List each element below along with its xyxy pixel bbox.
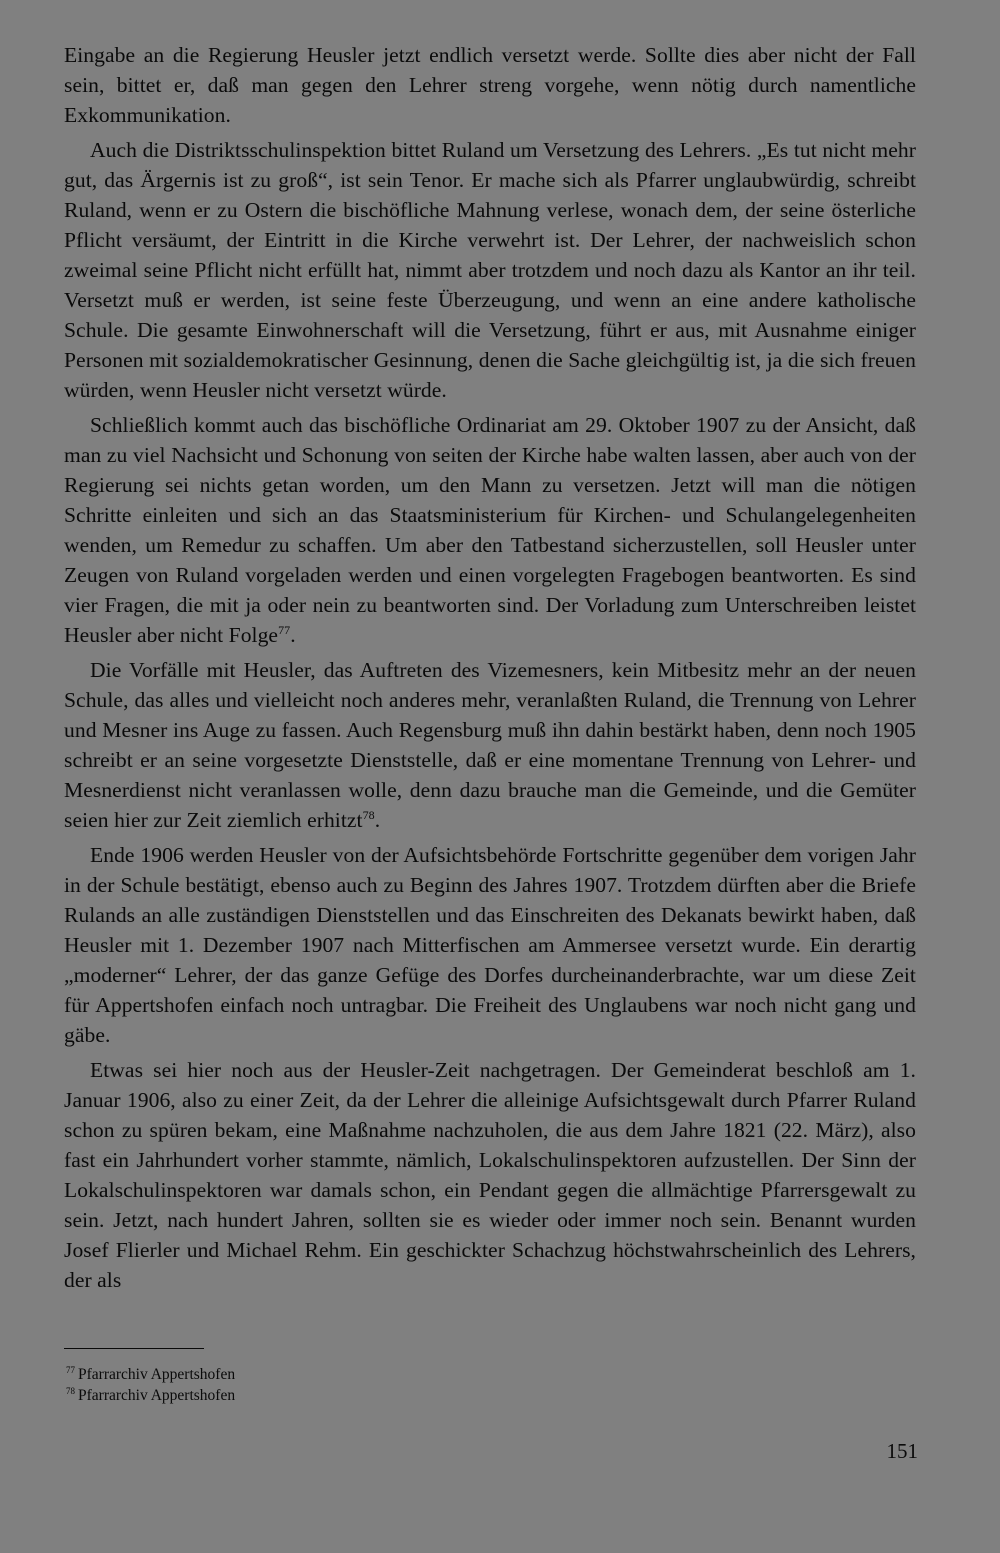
paragraph-3-text: Schließlich kommt auch das bischöfliche Ordinariat am 29. Oktober 1907 zu der Ansicht, daß man zu viel Nachsicht und Schonung von seiten der Kirche habe walten lassen, aber auch von der Regierung sei nichts getan worden, um den Mann zu versetzen. Jetzt will man die nötigen Schritte einleiten und sich an das Staatsministerium für Kirchen- und Schulangelegenheiten wenden, um Remedur zu schaffen. Um aber den Tatbestand sicherzustellen, soll Heusler unter Zeugen von Ruland vorgeladen werden und einen vorgelegten Fragebogen beantworten. Es sind vier Fragen, die mit ja oder nein zu beantworten sind. Der Vorladung zum Unterschreiben leistet Heusler aber nicht Folge xyxy=(64,413,916,647)
paragraph-6 xyxy=(64,1055,916,1295)
footnote-text: Pfarrarchiv Appertshofen xyxy=(78,1387,236,1404)
footnote-number: 77 xyxy=(66,1364,75,1375)
paragraph-4-end: . xyxy=(374,808,381,832)
footnote-divider xyxy=(64,1348,204,1349)
page-number: 151 xyxy=(886,1439,918,1463)
paragraph-1 xyxy=(64,40,916,130)
paragraph-5-text: Ende 1906 werden Heusler von der Aufsichtsbehörde Fortschritte gegenüber dem vorigen Jahr in der Schule bestätigt, ebenso auch zu Beginn des Jahres 1907. Trotzdem dürften aber die Briefe Rulands an alle zuständigen Dienststellen und das Einschreiten des Dekanats bewirkt haben, daß Heusler mit 1. Dezember 1907 nach Mitterfischen am Ammersee versetzt wurde. Ein derartig „moderner“ Lehrer, der das ganze Gefüge des Dorfes durcheinanderbrachte, war um diese Zeit für Appertshofen einfach noch untragbar. Die Freiheit des Unglaubens war noch nicht gang und gäbe. xyxy=(64,843,916,1047)
paragraph-5 xyxy=(64,840,916,1050)
paragraph-3-end: . xyxy=(290,623,296,647)
paragraph-2 xyxy=(64,135,916,405)
paragraph-6-text: Etwas sei hier noch aus der Heusler-Zeit nachgetragen. Der Gemeinderat beschloß am 1. Januar 1906, also zu einer Zeit, da der Lehrer die alleinige Aufsichtsgewalt durch Pfarrer Ruland schon zu spüren bekam, eine Maßnahme nachzuholen, die aus dem Jahre 1821 (22. März), also fast ein Jahrhundert vorher stammte, nämlich, Lokalschulinspektoren aufzustellen. Der Sinn der Lokalschulinspektoren war damals schon, ein Pendant gegen die allmächtige Pfarrersgewalt zu sein. Jetzt, nach hundert Jahren, sollten sie es wieder oder immer noch sein. Benannt wurden Josef Flierler und Michael Rehm. Ein geschickter Schachzug höchstwahrscheinlich des Lehrers, der als xyxy=(64,1058,916,1292)
paragraph-2-text: Auch die Distriktsschulinspektion bittet Ruland um Versetzung des Lehrers. „Es tut nicht mehr gut, das Ärgernis ist zu groß“, ist sein Tenor. Er mache sich als Pfarrer unglaubwürdig, schreibt Ruland, wenn er zu Ostern die bischöfliche Mahnung verlese, wonach dem, der seine österliche Pflicht versäumt, der Eintritt in die Kirche verwehrt ist. Der Lehrer, der nachweislich schon zweimal seine Pflicht nicht erfüllt hat, nimmt aber trotzdem und noch dazu als Kantor an ihr teil. Versetzt muß er werden, ist seine feste Überzeugung, und wenn an eine andere katholische Schule. Die gesamte Einwohnerschaft will die Versetzung, führt er aus, mit Ausnahme einiger Personen mit sozialdemokratischer Gesinnung, denen die Sache gleichgültig ist, ja die sich freuen würden, wenn Heusler nicht versetzt würde. xyxy=(64,138,916,402)
paragraph-4 xyxy=(64,655,916,835)
footnote-ref-78: 78 xyxy=(362,807,375,822)
footnote-text: Pfarrarchiv Appertshofen xyxy=(78,1366,236,1383)
paragraph-3 xyxy=(64,410,916,650)
footnote-78 xyxy=(66,1385,666,1406)
footnote-number: 78 xyxy=(66,1385,75,1396)
paragraph-4-text: Die Vorfälle mit Heusler, das Auftreten des Vizemesners, kein Mitbesitz mehr an der neuen Schule, das alles und vielleicht noch anderes mehr, veranlaßten Ruland, die Trennung von Lehrer und Mesner ins Auge zu fassen. Auch Regensburg muß ihn dahin bestärkt haben, denn noch 1905 schreibt er an seine vorgesetzte Dienststelle, daß er eine momentane Trennung von Lehrer- und Mesnerdienst nicht veranlassen wolle, denn dazu brauche man die Gemeinde, und die Gemüter seien hier zur Zeit ziemlich erhitzt xyxy=(64,658,916,832)
footnotes xyxy=(66,1364,666,1406)
paragraph-1-text: Eingabe an die Regierung Heusler jetzt endlich versetzt werde. Sollte dies aber nicht der Fall sein, bittet er, daß man gegen den Lehrer streng vorgehe, wenn nötig durch namentliche Exkommunikation. xyxy=(64,43,916,127)
page-body xyxy=(64,40,916,1300)
footnote-ref-77: 77 xyxy=(278,622,291,637)
footnote-77 xyxy=(66,1364,666,1385)
